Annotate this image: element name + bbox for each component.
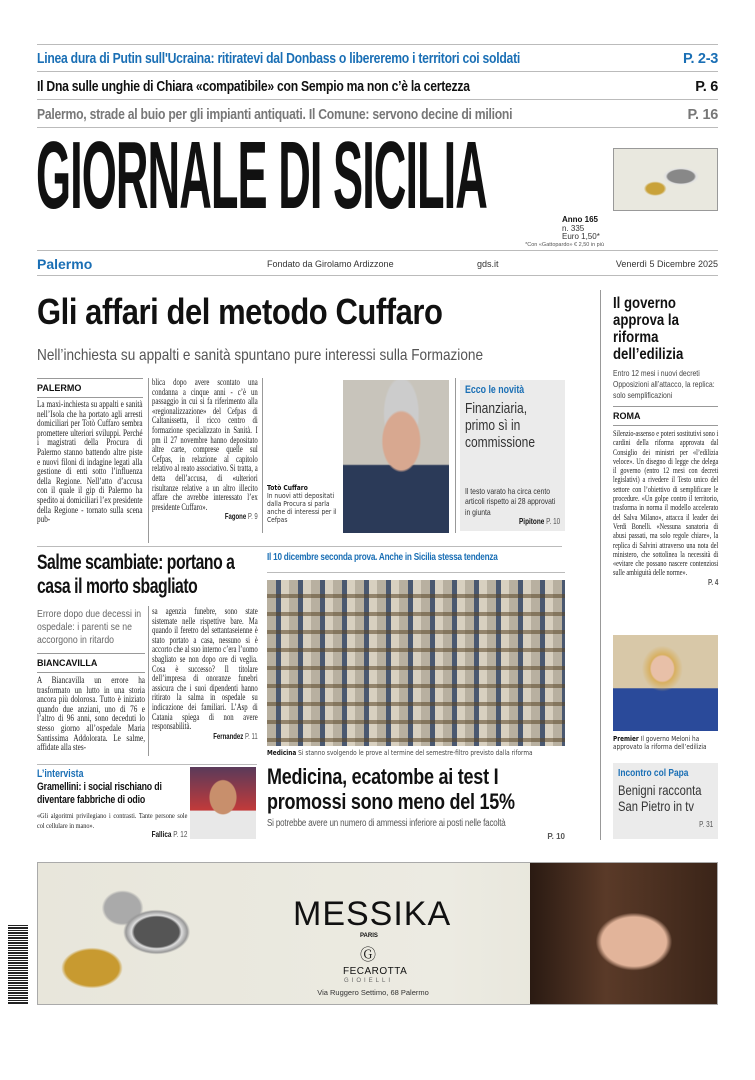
page-ref: P. 12 <box>173 830 188 839</box>
headline-text: Linea dura di Putin sull'Ucraina: ritiratevi dal Donbass o libereremo i territori coi soldati <box>37 51 521 67</box>
caption-title: Premier <box>613 735 639 743</box>
anno: Anno 165 <box>562 215 599 224</box>
medicina-kicker: Il 10 dicembre seconda prova. Anche in Sicilia stessa tendenza <box>267 551 498 563</box>
caption-text: Il governo Meloni ha approvato la riforma dell’edilizia <box>613 735 707 751</box>
page-ref: P. 11 <box>244 731 258 741</box>
salme-body-col1: A Biancavilla un errore ha trasformato un lutto in una storia ancora più dolorosa. Tutto è iniziato quando due anziani, uno di 76 e l’altro di 96 anni, sono deceduti lo stesso giorno all’ospedale Maria Santissima Addolorata. Le salme, affidate alla stes- <box>37 675 145 753</box>
page-ref: P. 9 <box>247 512 258 522</box>
box-benigni[interactable] <box>613 763 718 839</box>
model-photo <box>530 863 718 1005</box>
author: Fernandez <box>213 731 244 741</box>
gramellini-photo <box>190 767 256 839</box>
author: Fagone <box>224 512 247 522</box>
author: Pipitone <box>519 517 545 526</box>
numero: n. 335 <box>562 223 585 233</box>
box-finanziaria[interactable] <box>460 380 565 531</box>
lead-headline[interactable]: Gli affari del metodo Cuffaro <box>37 291 443 332</box>
lead-subtitle: Nell’inchiesta su appalti e sanità spuntano pure interessi sulla Formazione <box>37 347 484 364</box>
rings-image <box>58 878 228 998</box>
salme-kicker: BIANCAVILLA <box>37 653 145 673</box>
price: Euro 1,50* <box>562 232 600 241</box>
ad-brand: MESSIKA <box>293 895 452 933</box>
medicina-subtitle: Si potrebbe avere un numero di ammessi inferiore ai posti nelle facoltà <box>267 818 506 829</box>
top-headline-1[interactable] <box>37 46 718 72</box>
medicina-headline[interactable]: Medicina, ecatombe ai test I promossi sono meno del 15% <box>267 764 515 814</box>
price-note: *Con «Gattopardo» € 2,50 in più <box>525 242 604 248</box>
intervista-kicker: L’intervista <box>37 768 84 780</box>
lead-col2 <box>152 378 258 522</box>
intervista-headline: Gramellini: i social rischiano di diventare fabbriche di odio <box>37 781 162 806</box>
headline-text: Il Dna sulle unghie di Chiara «compatibile» con Sempio ma non c’è la certezza <box>37 79 470 95</box>
ad-dealer-sub: GIOIELLI <box>344 978 394 984</box>
headline-text: Palermo, strade al buio per gli impianti antiquati. Il Comune: servono decine di milioni <box>37 107 513 123</box>
box-kicker: Incontro col Papa <box>618 767 689 779</box>
edilizia-subtitle: Entro 12 mesi i nuovi decreti Opposizioni all’attacco, la replica: solo semplificazioni <box>613 368 715 400</box>
cuffaro-photo <box>343 380 449 533</box>
caption-title: Medicina <box>267 749 297 757</box>
box-title: Benigni racconta San Pietro in tv <box>618 782 702 814</box>
ad-address: Via Ruggero Settimo, 68 Palermo <box>317 988 429 997</box>
salme-byline <box>152 732 258 742</box>
caption-text: Si stanno svolgendo le prove al termine del semestre-filtro previsto dalla riforma <box>298 749 533 757</box>
masthead-title: GIORNALE DI SICILIA <box>36 122 487 229</box>
fecarotta-logo-icon: Ⓖ <box>360 947 377 964</box>
salme-col2 <box>152 607 258 742</box>
intervista[interactable] <box>37 768 187 840</box>
salme-body-col2: sa agenzia funebre, sono state sistemate nelle rispettive bare. Ma quando il feretro del settantaseienne è stato portato a casa, nessuno si è accorto che al suo interno c’era l’uomo sbagliato se non dopo ore di veglia. Cosa è successo? Il titolare dell’impresa di onoranze funebri assicura che i suoi dipendenti hanno ritirato la salma in ospedale su indicazione dei familiari. L’Asp di Catania spiega di non avere responsabilità. <box>152 606 258 732</box>
salme-subtitle: Errore dopo due decessi in ospedale: i parenti se ne accorgono in ritardo <box>37 608 142 646</box>
page-ref: P. 2-3 <box>682 51 718 67</box>
edilizia-article <box>613 429 718 588</box>
page-ref: P. 31 <box>699 820 714 829</box>
founder: Fondato da Girolamo Ardizzone <box>267 259 394 269</box>
caption-text: In nuovi atti depositati dalla Procura si parla anche di interessi per il Cefpas <box>267 492 337 524</box>
intervista-quote: «Gli algoritmi privilegiano i contrasti. Tante persone sole col cellulare in mano». <box>37 811 188 830</box>
caption-title: Totò Cuffaro <box>267 484 308 492</box>
medicina-photo-caption <box>267 749 533 757</box>
edilizia-kicker: ROMA <box>613 406 718 426</box>
ad-brand-sub: PARIS <box>360 933 378 939</box>
lead-photo-caption <box>267 484 340 524</box>
edition-city: Palermo <box>37 256 93 272</box>
lead-byline <box>152 512 258 522</box>
meloni-photo-caption <box>613 735 718 751</box>
box-text: Il testo varato ha circa cento articoli rispetto ai 28 approvati in giunta <box>465 485 556 517</box>
advertisement-messika[interactable] <box>37 862 718 1005</box>
lead-kicker: PALERMO <box>37 378 143 398</box>
salme-headline[interactable]: Salme scambiate: portano a casa il morto sbagliato <box>37 551 235 598</box>
edilizia-headline[interactable]: Il governo approva la riforma dell’edilizia <box>613 295 684 363</box>
meloni-photo <box>613 635 718 731</box>
ad-dealer: FECAROTTA <box>343 966 408 977</box>
medicina-page: P. 10 <box>547 832 565 841</box>
website-link[interactable]: gds.it <box>477 259 499 269</box>
barcode <box>8 925 28 1005</box>
page-ref: P. 16 <box>687 107 718 123</box>
edilizia-body: Silenzio-assenso e poteri sostitutivi sono i cardini della riforma approvata dal Consiglio dei ministri per «l’edilizia veloce». Un disegno di legge che delega il governo (entro 12 mesi con decreti legislativi) a rivedere il Testo unico del settore con l’obiettivo di semplificare le procedure. «Un golpe contro il territorio, trasforma in norma il modello accelerato del Salva Milano», attacca il leader dei Verdi Bonelli. «Nessuna sanatoria di abusi passati, ma solo regole chiare», la replica di Salvini attraverso una nota del ministero, che sottolinea la necessità di «evitare che possano nascere contenziosi sulle ambiguità delle norme». <box>613 429 719 578</box>
lead-body-col2: blica dopo avere scontato una condanna a cinque anni - c’è un passaggio in cui si fa riferimento alla «regionalizzazione» del Cefpas di Caltanissetta, il ricco centro di formazione specializzato in Sanità. I pm il 27 novembre hanno depositato altre carte, comprese quelle sul Cefpas, in relazione al capitolo relativo al reato associativo. Si tratta, a detta dell’accusa, di «ulteriori risultanze relative a un altro illecito affare che avrebbe interessato l’ex presidente Cuffaro». <box>152 377 258 512</box>
masthead-image-rings <box>613 148 718 211</box>
medicina-exam-photo <box>267 580 565 746</box>
author: Fallica <box>151 830 172 839</box>
edilizia-page: P. 4 <box>708 577 719 587</box>
top-headline-2[interactable] <box>37 74 718 100</box>
box-title: Finanziaria, primo sì in commissione <box>465 400 536 451</box>
box-kicker: Ecco le novità <box>465 384 525 396</box>
page-ref: P. 6 <box>695 79 718 95</box>
lead-body-col1: La maxi-inchiesta su appalti e sanità nell’Isola che ha portato agli arresti domiciliari per Totò Cuffaro sembra promettere ulteriori sviluppi. Perché i magistrati della Procura di Palermo stanno battendo altre piste e nuovi filoni di indagine legati alla gestione di enti sotto l’influenza della Regione. Nell’atto d’accusa con il quale il gip di Palermo ha spedito ai domiciliari l’ex presidente della Regione - tornato sulla scena pub- <box>37 399 143 525</box>
page-ref: P. 10 <box>546 517 561 526</box>
issue-date: Venerdì 5 Dicembre 2025 <box>615 259 718 269</box>
